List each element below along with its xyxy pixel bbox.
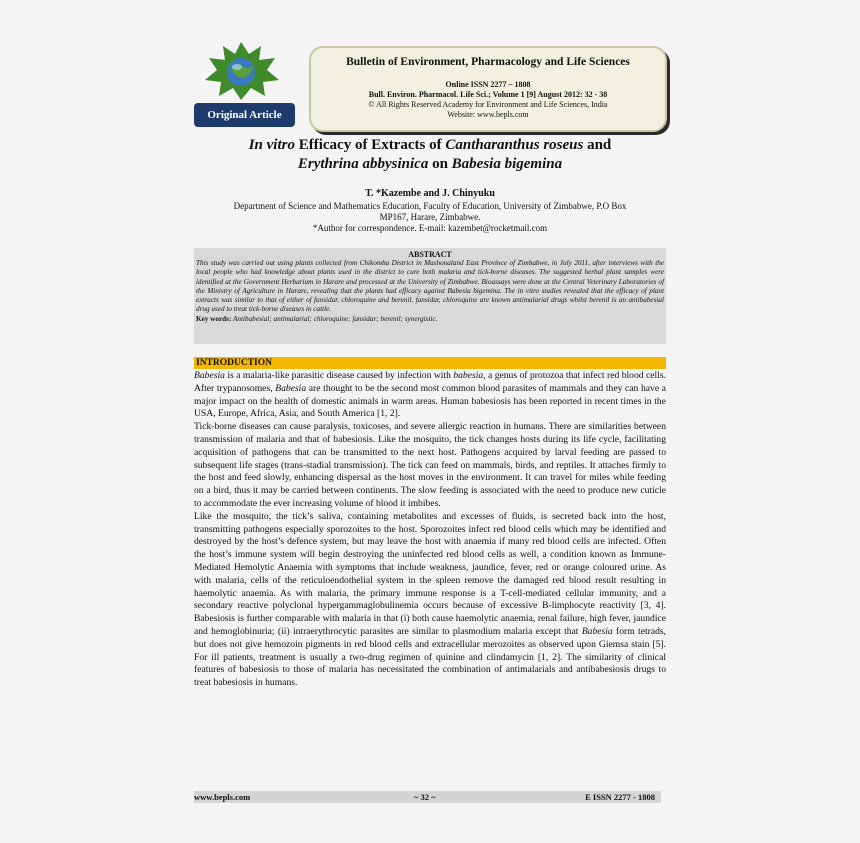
keywords-label: Key words:: [196, 314, 232, 323]
article-type-badge: Original Article: [194, 103, 295, 127]
abstract-body: This study was carried out using plants collected from Chikomba District in Mashonaland East Province of Zimbabwe, in July 2011, after interviews with the local people who had knowledge about plants used in the district to cure both malaria and tick-borne diseases. The suggested herbal plant samples were identified at the Government Herbarium in Harare and processed at the University of Zimbabwe. Bioassays were done at the Central Veterinary Laboratories of the Ministry of Agriculture in Harare, revealing that the plants had efficacy against Babesia bigemina. The in vitro studies revealed that the efficacy of plant extracts was similar to that of either of fansidar, chloroquine and berenil. fansidar, chloroquine are known antimalarial drugs whilst berenil is an antibabesial drug used to treat tick-borne diseases in cattle.: [196, 259, 664, 314]
paragraph: [194, 370, 666, 421]
journal-meta: [311, 80, 665, 120]
volume-line: Bull. Environ. Pharmacol. Life Sci.; Volume 1 [9] August 2012: 32 - 38: [368, 90, 608, 99]
issn-line: Online ISSN 2277 – 1808: [445, 80, 531, 89]
journal-name: Bulletin of Environment, Pharmacology and Life Sciences: [346, 56, 630, 68]
text-run: Babesia: [194, 370, 225, 381]
paragraph: Tick-borne diseases can cause paralysis, toxicoses, and severe allergic reaction in humans. There are similarities between transmission of malaria and that of babesiosis. Like the mosquito, the tick changes hosts during its life cycle, facilitating acquisition of pathogens that can be transmitted to the next host. Pathogens acquired by larval feeding are passed to subsequent life stages (trans-stadial transmission). The tick can feed on mammals, birds, and reptiles. It attaches firmly to the host and feed slowly, enhancing dispersal as the host moves in the environment. It can travel for miles while feeding on a bird, thus it may be carried between continents. The slow feeding is associated with the need to produce new cuticle to accommodate the ever increasing volume of blood it imbibes.: [194, 421, 666, 509]
abstract-heading: ABSTRACT: [408, 250, 452, 259]
article-title: [194, 136, 666, 174]
text-run: form tetrads, but does not give hemozoin pigments in red blood cells and extracellular merozoites as observed upon Giemsa stain [5]. For ill patients, treatment is usually a two-drug regimen of quinine and clindamycin [1, 2]. The similarity of clinical features of babesiosis to those of malaria has necessitated the combination of antimalarials and antibabesiosis drugs to treat babesiosis in humans.: [194, 625, 667, 689]
abstract-box: [194, 248, 666, 344]
text-run: babesia: [453, 370, 484, 381]
page-footer: [194, 791, 661, 803]
journal-header-box: [309, 46, 667, 132]
page-number: ~ 32 ~: [414, 792, 436, 802]
text-run: are thought to be the second most common blood parasites of mammals and they can have a major impact on the health of domestic animals in warm areas. Human babesiosis has been reported in recent times in the USA, Europe, Africa, Asia, and South America [1, 2].: [194, 382, 667, 420]
journal-logo-icon: [201, 40, 281, 102]
rights-line: © All Rights Reserved Academy for Environment and Life Sciences, India: [368, 100, 608, 109]
title-part: Babesia bigemina: [451, 156, 563, 172]
text-run: Babesia: [581, 625, 613, 637]
introduction-heading: INTRODUCTION: [194, 357, 666, 369]
text-run: Like the mosquito, the tick’s saliva, containing metabolites and excesses of fluids, is secreted back into the host, transmitting pathogens especially sporozoites to the host. Sporozoites infect red blood cells which may be identified and destroyed by the host’s defence system, but may leave the host with anaemia if many red blood cells are infected. Often the host’s immune system will begin destroying the uninfected red blood cells as well, a condition known as Immune-Mediated Hemolytic Anaemia with symptoms that include weakness, jaundice, fever, red or orange coloured urine. As with malaria, cells of the reticuloendothelial system in the spleen remove the damaged red blood result resulting in haemolytic anaemia. As with malaria, the primary immune response is a T-cell-mediated cellular immunity, and a secondary reactive polyclonal hypergammaglobulinemia occurs because of excessive B-limphocyte reactivity [3, 4]. Babesiosis is further comparable with malaria in that (i) both cause haemolytic anaemia, renal failure, high fever, jaundice and hemoglobinuria; (ii) intraerythrocytic parasites are similar to plasmodium malaria except that: [194, 510, 666, 637]
title-part: Efficacy of Extracts of: [294, 137, 446, 153]
text-run: Babesia: [275, 382, 307, 394]
affiliation-line: Department of Science and Mathematics Education, Faculty of Education, University of Zimbabwe, P.O Box: [233, 201, 627, 211]
text-run: , a genus of protozoa that infect red blood cells. After trypanosomes,: [194, 370, 666, 394]
text-run: is a malaria-like parasitic disease caused by infection with: [224, 370, 454, 381]
title-part: Cantharanthus roseus: [445, 137, 584, 153]
title-part: on: [428, 156, 452, 172]
authors: T. *Kazembe and J. Chinyuku: [365, 188, 495, 199]
title-part: and: [583, 137, 612, 153]
affiliation-line: MP167, Harare, Zimbabwe.: [379, 212, 481, 222]
correspondence: *Author for correspondence. E-mail: kazembet@rocketmail.com: [312, 223, 548, 233]
introduction-body: [194, 370, 666, 690]
keywords-text: Antibabesial; antimalarial; chloroquine; fansidar; berenil; synergistic.: [231, 314, 438, 323]
affiliation: [194, 201, 666, 234]
footer-website: www.bepls.com: [194, 792, 251, 802]
keywords: [194, 315, 666, 324]
paragraph: [194, 511, 666, 690]
website-line: Website: www.bepls.com: [447, 110, 529, 119]
title-part: Erythrina abbysinica: [297, 156, 429, 172]
title-part: In vitro: [248, 137, 295, 153]
footer-issn: E ISSN 2277 - 1808: [585, 792, 655, 802]
